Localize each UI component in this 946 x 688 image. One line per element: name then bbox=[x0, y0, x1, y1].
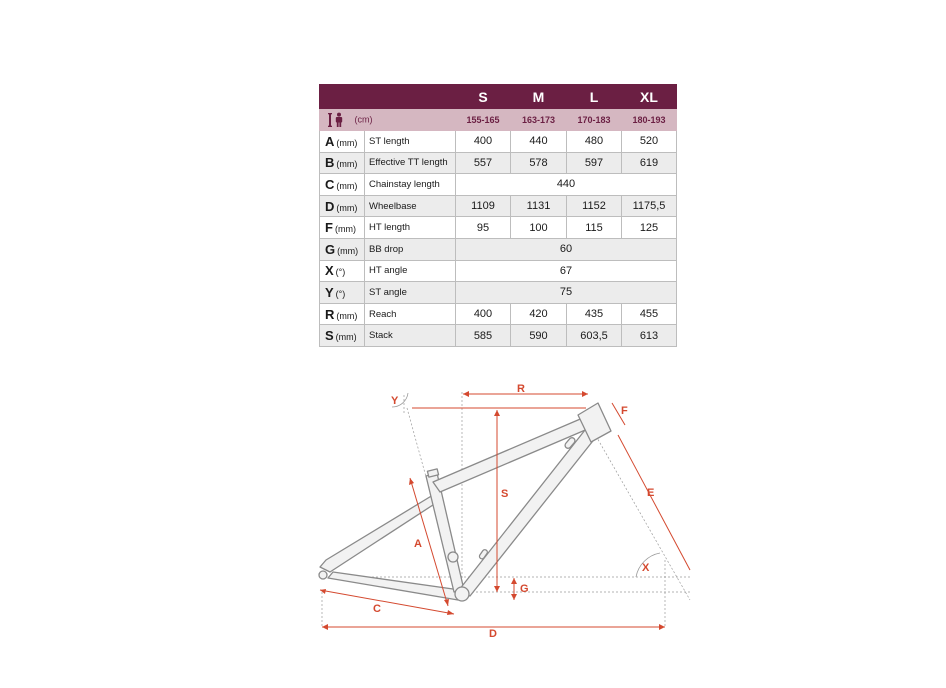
row-name: Stack bbox=[365, 325, 456, 347]
cell-value: 480 bbox=[567, 131, 622, 153]
row-label: A (mm) bbox=[320, 131, 365, 153]
row-name: BB drop bbox=[365, 238, 456, 260]
cell-value: 75 bbox=[456, 282, 677, 304]
label-y: Y bbox=[391, 395, 399, 407]
chainstay bbox=[328, 572, 460, 600]
cell-value: 1109 bbox=[456, 195, 511, 217]
frame-bolt bbox=[448, 552, 458, 562]
label-x: X bbox=[642, 562, 650, 574]
height-unit: (cm) bbox=[354, 113, 373, 124]
row-name: HT length bbox=[365, 217, 456, 239]
cell-value: 1131 bbox=[511, 195, 567, 217]
row-name: Reach bbox=[365, 303, 456, 325]
cell-value: 420 bbox=[511, 303, 567, 325]
cell-value: 60 bbox=[456, 238, 677, 260]
dropout bbox=[319, 571, 327, 579]
cell-value: 400 bbox=[456, 131, 511, 153]
row-label: R (mm) bbox=[320, 303, 365, 325]
cell-value: 603,5 bbox=[567, 325, 622, 347]
seat-tube bbox=[426, 473, 464, 592]
bottom-bracket bbox=[455, 587, 469, 601]
cell-value: 440 bbox=[456, 174, 677, 196]
label-g: G bbox=[520, 583, 529, 595]
cell-value: 585 bbox=[456, 325, 511, 347]
row-label: G (mm) bbox=[320, 238, 365, 260]
bike-frame bbox=[319, 403, 611, 601]
height-l: 170-183 bbox=[567, 109, 622, 131]
row-label: C (mm) bbox=[320, 174, 365, 196]
label-s: S bbox=[501, 488, 509, 500]
row-name: ST length bbox=[365, 131, 456, 153]
cell-value: 597 bbox=[567, 152, 622, 174]
size-s: S bbox=[456, 85, 511, 109]
height-m: 163-173 bbox=[511, 109, 567, 131]
cell-value: 455 bbox=[622, 303, 677, 325]
cell-value: 520 bbox=[622, 131, 677, 153]
row-label: Y (°) bbox=[320, 282, 365, 304]
guide-lines bbox=[320, 392, 690, 628]
cell-value: 557 bbox=[456, 152, 511, 174]
label-a: A bbox=[414, 538, 422, 550]
row-label: X (°) bbox=[320, 260, 365, 282]
cell-value: 1175,5 bbox=[622, 195, 677, 217]
cell-value: 115 bbox=[567, 217, 622, 239]
row-name: Effective TT length bbox=[365, 152, 456, 174]
size-m: M bbox=[511, 85, 567, 109]
arrow-heads bbox=[320, 391, 665, 630]
cell-value: 1152 bbox=[567, 195, 622, 217]
dim-e bbox=[618, 435, 690, 570]
cell-value: 440 bbox=[511, 131, 567, 153]
row-label: D (mm) bbox=[320, 195, 365, 217]
row-label: F (mm) bbox=[320, 217, 365, 239]
size-l: L bbox=[567, 85, 622, 109]
cell-value: 125 bbox=[622, 217, 677, 239]
cell-value: 590 bbox=[511, 325, 567, 347]
label-r: R bbox=[517, 383, 525, 395]
row-label: S (mm) bbox=[320, 325, 365, 347]
label-f: F bbox=[621, 405, 628, 417]
label-e: E bbox=[647, 487, 655, 499]
label-c: C bbox=[373, 603, 381, 615]
cell-value: 435 bbox=[567, 303, 622, 325]
row-name: Wheelbase bbox=[365, 195, 456, 217]
row-name: Chainstay length bbox=[365, 174, 456, 196]
cell-value: 613 bbox=[622, 325, 677, 347]
height-xl: 180-193 bbox=[622, 109, 677, 131]
row-name: ST angle bbox=[365, 282, 456, 304]
size-xl: XL bbox=[622, 85, 677, 109]
row-name: HT angle bbox=[365, 260, 456, 282]
cell-value: 67 bbox=[456, 260, 677, 282]
cell-value: 578 bbox=[511, 152, 567, 174]
cell-value: 400 bbox=[456, 303, 511, 325]
row-label: B (mm) bbox=[320, 152, 365, 174]
label-d: D bbox=[489, 628, 497, 640]
height-s: 155-165 bbox=[456, 109, 511, 131]
cell-value: 95 bbox=[456, 217, 511, 239]
cell-value: 619 bbox=[622, 152, 677, 174]
cell-value: 100 bbox=[511, 217, 567, 239]
